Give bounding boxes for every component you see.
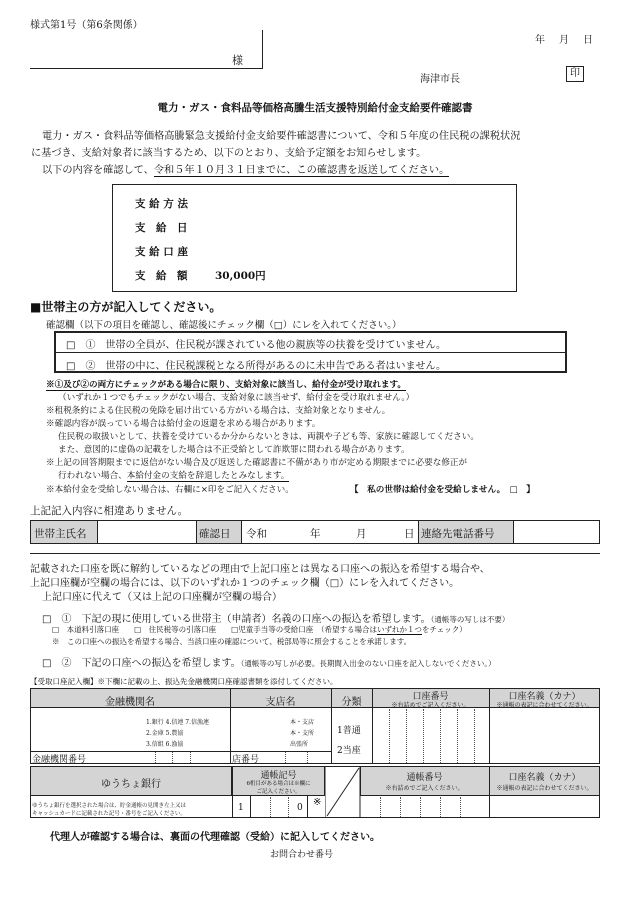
bank-types-1: 1.銀行 4.信連 7.信漁連 [146, 719, 209, 726]
account-digit-divider [457, 709, 458, 763]
payment-amount-value: 30,000円 [215, 270, 266, 282]
transfer-option-1-sub[interactable]: □ 本道料引落口座 □ 住民税等の引落口座 □児童手当等の受給口座 （希望する場合はいずれか１つをチェック） [52, 625, 467, 634]
transfer-line-2: 上記口座欄が空欄の場合には、以下のいずれか１つのチェック欄（□）にレを入れてください。 [30, 578, 460, 589]
bank-types-2: 2.金庫 5.農協 [146, 730, 184, 737]
form-number: 様式第1号（第6条関係） [30, 20, 143, 31]
seal-mark: 印 [566, 66, 584, 82]
note-5: 住民税の取扱いとして、扶養を受けているか分からないときは、両親や子ども等、家族に確認してください。 [58, 432, 479, 442]
document-title: 電力・ガス・食料品等価格高騰生活支援特別給付金支給要件確認書 [157, 102, 473, 114]
yucho-symbol-digit-sep [307, 796, 308, 818]
issuer-name: 海津市長 [420, 74, 460, 85]
note-8: 行われない場合、本給付金の支給を辞退したとみなします。 [58, 471, 290, 481]
transfer-option-2[interactable]: □ ② 下記の口座への振込を希望します。（通帳等の写しが必要。長期間入出金のない口座を記入しないでください。） [42, 658, 496, 669]
yucho-digit-0: 0 [297, 803, 303, 813]
payment-method-label: 支 給 方 法 [135, 198, 188, 210]
confirm-statement: 上記記入内容に相違ありません。 [30, 505, 189, 517]
agent-note: 代理人が確認する場合は、裏面の代理確認（受給）に記入してください。 [50, 832, 380, 843]
bank-types-3: 3.信組 6.漁協 [146, 741, 184, 748]
yucho-holder-note: ※通帳の表記に合わせてください。 [496, 785, 593, 792]
yucho-symbol-note-2: ご記入ください。 [256, 789, 301, 795]
bank-code-divider [190, 752, 191, 763]
note-7: ※上記の回答期限までに返信がない場合及び返送した確認書に不備があり市が定める期限までに必要な修正が [46, 458, 468, 468]
branch-types-3: 出張所 [290, 741, 309, 748]
year-label: 年 [310, 528, 321, 540]
yucho-diagonal [325, 766, 361, 818]
yucho-digit-1: 1 [238, 803, 244, 813]
branch-code-divider [307, 752, 308, 763]
transfer-line-3: 上記口座に代えて（又は上記の口座欄が空欄の場合） [42, 592, 282, 603]
head-name-label: 世帯主氏名 [34, 528, 87, 540]
note-1: ※①及び②の両方にチェックがある場合に限り、支給対象に該当し、給付金が受け取れます。 [46, 380, 407, 390]
note-9: ※本給付金を受給しない場合は、右欄に×印をご記入ください。 [46, 485, 294, 495]
date-field[interactable]: 年 月 日 [535, 35, 595, 46]
yucho-number-note: ※右詰めでご記入ください。 [385, 785, 464, 792]
yucho-name: ゆうちょ銀行 [101, 779, 161, 790]
col-branch: 支店名 [265, 697, 296, 708]
transfer-option-1[interactable]: □ ① 下記の現に使用している世帯主（申請者）名義の口座への振込を希望します。（通帳等の写しは不要） [42, 614, 510, 625]
col-account-note: ※右詰めでご記入ください。 [391, 702, 470, 709]
note-2: （いずれか１つでもチェックがない場合、支給対象に該当せず、給付金を受け取れません。） [58, 393, 415, 403]
deadline: 令和５年１０月３１日までに、この確認書を返送してください。 [153, 165, 450, 176]
yucho-desc-1: ゆうちょ銀行を選択された場合は、貯金通帳の見開き左上又は [32, 803, 187, 809]
payment-account-label: 支 給 口 座 [135, 246, 188, 258]
col-bank: 金融機関名 [105, 697, 155, 708]
payment-date-label: 支 給 日 [135, 222, 188, 234]
inquiry-number-label: お問合わせ番号 [270, 850, 334, 860]
check-2[interactable]: □ ② 世帯の中に、住民税課税となる所得があるのに未申告である者はいません。 [66, 361, 447, 372]
yucho-number-digit-divider [460, 797, 461, 817]
yucho-symbol-digit-sep [250, 796, 251, 818]
account-digit-divider [474, 709, 475, 763]
check-1[interactable]: □ ① 世帯の全員が、住民税が課されている他の親族等の扶養を受けていません。 [66, 340, 447, 351]
phone-label: 連絡先電話番号 [421, 528, 495, 540]
note-6: また、意図的に虚偽の記載をした場合は不正受給として詐欺罪に問われる場合があります。 [58, 445, 410, 455]
account-type-2[interactable]: 2当座 [337, 746, 361, 756]
household-checks-divider [56, 352, 565, 353]
yucho-symbol-digit-divider [270, 797, 271, 817]
addressee-corner [262, 30, 263, 69]
bank-heading: 【受取口座記入欄】※下欄に記載の上、振込先金融機関口座確認書類を添付してください。 [30, 677, 338, 686]
yucho-symbol-digit-divider [288, 797, 289, 817]
yucho-number-digit-divider [420, 797, 421, 817]
yucho-symbol-label: 通帳記号 [260, 771, 297, 781]
phone-input[interactable] [516, 521, 598, 543]
yucho-number-label: 通帳番号 [406, 773, 443, 783]
yucho-mark: ※ [313, 797, 322, 808]
household-instruction: 確認欄（以下の項目を確認し、確認後にチェック欄（□）にレを入れてください。） [46, 320, 402, 331]
note-3: ※租税条約による住民税の免除を届け出ている方がいる場合は、支給対象となりません。 [46, 406, 391, 416]
head-name-input[interactable] [100, 521, 195, 543]
account-digit-divider [440, 709, 441, 763]
account-digit-divider [389, 709, 390, 763]
addressee-line [30, 68, 263, 69]
transfer-option-1-consent: ※ この口座への振込を希望する場合、当該口座の確認について、税部局等に照会することを承諾します。 [52, 637, 412, 646]
addressee-suffix: 様 [232, 54, 243, 67]
col-type: 分類 [341, 697, 362, 708]
branch-code-divider [285, 752, 286, 763]
col-holder-note: ※通帳の表記に合わせてください。 [496, 702, 593, 709]
era-label: 令和 [246, 528, 267, 540]
bank-code-label: 金融機関番号 [32, 755, 87, 765]
branch-code-label: 店番号 [232, 755, 260, 765]
account-type-1[interactable]: 1普通 [337, 726, 361, 736]
intro-line-3: 以下の内容を確認して、令和５年１０月３１日までに、この確認書を返送してください。 [42, 165, 450, 176]
note-4: ※確認内容が誤っている場合は給付金の返還を求める場合があります。 [46, 419, 321, 429]
confirm-date-label: 確認日 [199, 528, 231, 540]
yucho-desc-2: キャッシュカードに記載された記号・番号をご記入ください。 [32, 811, 186, 817]
col-holder: 口座名義（カナ） [508, 692, 581, 702]
decline-checkbox[interactable]: 【 私の世帯は給付金を受給しません。 □ 】 [350, 485, 535, 495]
account-digit-divider [406, 709, 407, 763]
household-heading: ■世帯主の方が記入してください。 [30, 300, 222, 314]
yucho-symbol-note-1: 6桁目がある場合は※欄に [246, 781, 311, 787]
account-digit-divider [423, 709, 424, 763]
transfer-line-1: 記載された口座を既に解約しているなどの理由で上記口座とは異なる口座への振込を希望する場合や、 [30, 564, 490, 575]
yucho-number-digit-divider [400, 797, 401, 817]
bank-code-divider [172, 752, 173, 763]
intro-line-1: 電力・ガス・食料品等価格高騰緊急支援給付金支給要件確認書について、令和５年度の住民税の課税状況 [42, 131, 521, 142]
yucho-number-digit-divider [380, 797, 381, 817]
bank-code-divider [155, 752, 156, 763]
col-account: 口座番号 [412, 692, 449, 702]
intro-line-2: に基づき、支給対象者に該当するため、以下のとおり、支給予定額をお知らせします。 [31, 148, 427, 159]
month-label: 月 [356, 528, 367, 540]
section-divider [30, 553, 600, 554]
branch-types-1: 本・支店 [290, 719, 315, 726]
payment-amount-label: 支 給 額 [135, 270, 188, 282]
branch-types-2: 本・支所 [290, 730, 315, 737]
yucho-number-digit-divider [440, 797, 441, 817]
day-label: 日 [404, 528, 415, 540]
yucho-holder-label: 口座名義（カナ） [508, 773, 581, 783]
